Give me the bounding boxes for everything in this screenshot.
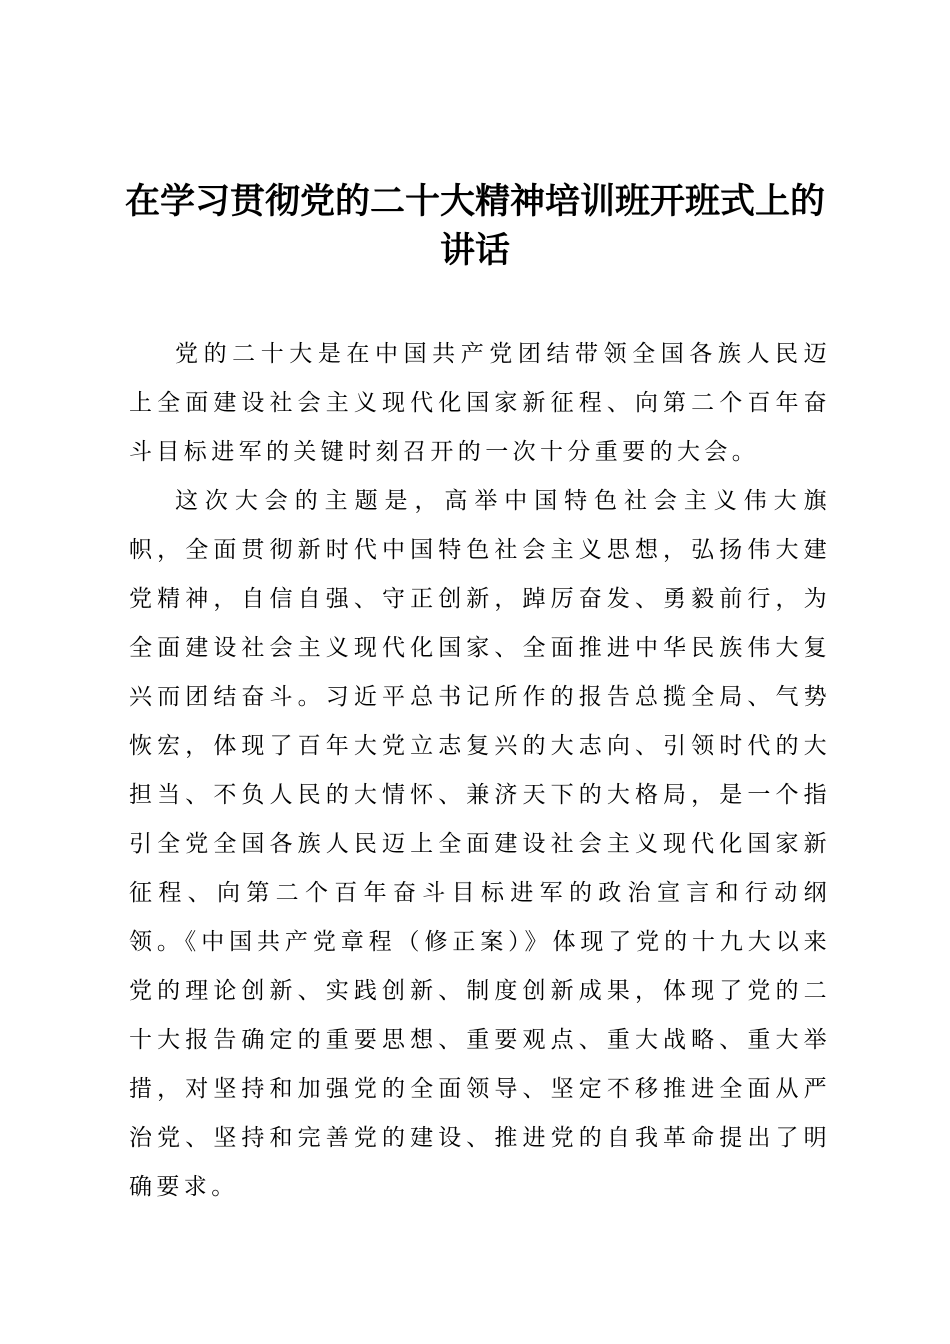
document-body xyxy=(129,330,831,1212)
document-title xyxy=(120,178,830,276)
paragraph-2: 这次大会的主题是，高举中国特色社会主义伟大旗帜，全面贯彻新时代中国特色社会主义思想，弘扬伟大建党精神，自信自强、守正创新，踔厉奋发、勇毅前行，为全面建设社会主义现代化国家、全面推进中华民族伟大复兴而团结奋斗。习近平总书记所作的报告总揽全局、气势恢宏，体现了百年大党立志复兴的大志向、引领时代的大担当、不负人民的大情怀、兼济天下的大格局，是一个指引全党全国各族人民迈上全面建设社会主义现代化国家新征程、向第二个百年奋斗目标进军的政治宣言和行动纲领。《中国共产党章程（修正案）》体现了党的十九大以来党的理论创新、实践创新、制度创新成果，体现了党的二十大报告确定的重要思想、重要观点、重大战略、重大举措，对坚持和加强党的全面领导、坚定不移推进全面从严治党、坚持和完善党的建设、推进党的自我革命提出了明确要求。 xyxy=(129,488,831,1200)
paragraph-1: 党的二十大是在中国共产党团结带领全国各族人民迈上全面建设社会主义现代化国家新征程、向第二个百年奋斗目标进军的关键时刻召开的一次十分重要的大会。 xyxy=(129,341,831,465)
title-line-2: 讲话 xyxy=(439,231,510,271)
title-line-1: 在学习贯彻党的二十大精神培训班开班式上的 xyxy=(124,182,825,222)
